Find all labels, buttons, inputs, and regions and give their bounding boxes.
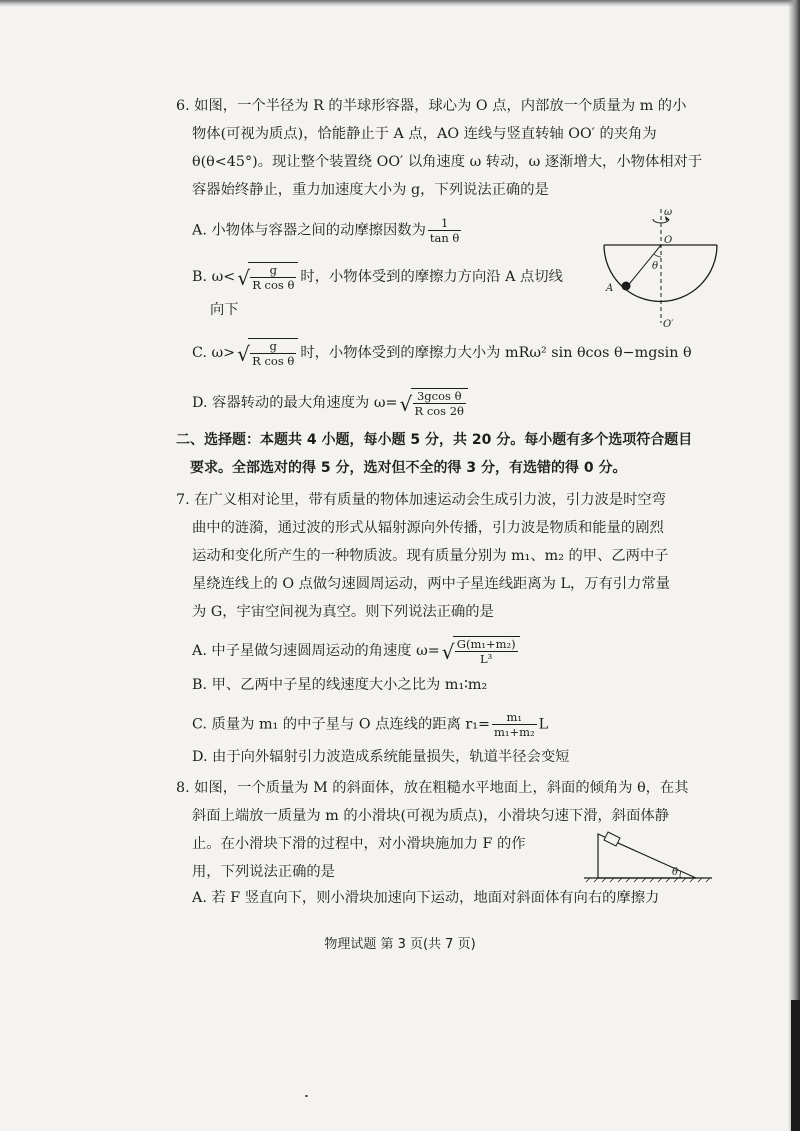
figure-label-omega: ω	[664, 207, 673, 218]
q7-stem-line-1: 7. 在广义相对论里，带有质量的物体加速运动会生成引力波，引力波是时空弯	[176, 492, 666, 508]
q7-option-b: B. 甲、乙两中子星的线速度大小之比为 m₁∶m₂	[192, 677, 488, 693]
q6-option-a	[192, 216, 463, 245]
q7-stem-line-3: 运动和变化所产生的一种物质波。现有质量分别为 m₁、m₂ 的甲、乙两中子	[192, 548, 669, 564]
scan-right-edge	[788, 0, 800, 1131]
q7-option-c-prefix: C. 质量为 m₁ 的中子星与 O 点连线的距离 r₁=	[192, 716, 490, 733]
q7-option-a-denominator: L³	[480, 652, 493, 666]
q6-option-c	[192, 338, 692, 368]
q6-option-a-fraction	[428, 216, 461, 245]
q8-option-a: A. 若 F 竖直向下，则小滑块加速向下运动，地面对斜面体有向右的摩擦力	[192, 890, 660, 906]
q7-option-a	[192, 636, 522, 666]
q7-option-d: D. 由于向外辐射引力波造成系统能量损失，轨道半径会变短	[192, 749, 570, 765]
figure-label-a: A	[606, 283, 614, 294]
q6-option-d-denominator: R cos 2θ	[414, 404, 464, 418]
scan-right-shadow	[791, 1000, 800, 1131]
q8-figure-incline	[584, 828, 714, 884]
q6-option-c-prefix: C. ω>	[192, 345, 236, 361]
q6-stem-line-1: 6. 如图，一个半径为 R 的半球形容器，球心为 O 点，内部放一个质量为 m 的小	[176, 98, 687, 114]
scan-speck	[305, 1095, 308, 1097]
q7-option-a-sqrt: √ $\frac{\text{G(m₁+m₂)}}{\text{L³}}$	[442, 636, 520, 666]
q7-option-c-fraction	[492, 710, 537, 739]
q6-option-b-suffix: 时，小物体受到的摩擦力方向沿 A 点切线	[300, 269, 563, 285]
q6-option-d-sqrt: √ $\frac{\text{3gcos θ}}{\text{R cos 2θ}}$	[400, 388, 468, 418]
page-footer: 物理试题 第 3 页(共 7 页)	[324, 937, 476, 952]
q7-option-c-denominator: m₁+m₂	[493, 725, 535, 739]
q6-figure-hemisphere	[600, 205, 720, 330]
q7-stem-line-5: 为 G，宇宙空间视为真空。则下列说法正确的是	[192, 604, 494, 620]
q6-stem-line-2: 物体(可视为质点)，恰能静止于 A 点，AO 连线与竖直转轴 OO′ 的夹角为	[192, 126, 657, 142]
incline-angle-arc	[680, 871, 681, 878]
theta-angle-arc	[654, 254, 661, 257]
figure-label-theta: θ	[652, 261, 659, 272]
q6-option-d-numerator: 3gcos θ	[413, 389, 466, 404]
q6-option-c-denominator: R cos θ	[252, 354, 295, 368]
q8-stem-line-2: 斜面上端放一质量为 m 的小滑块(可视为质点)，小滑块匀速下滑，斜面体静	[192, 808, 670, 824]
q7-stem-line-2: 曲中的涟漪，通过波的形式从辐射源向外传播，引力波是物质和能量的剧烈	[192, 520, 664, 536]
q7-option-a-numerator: G(m₁+m₂)	[456, 637, 516, 651]
q8-stem-line-3: 止。在小滑块下滑的过程中，对小滑块施加力 F 的作	[192, 836, 526, 852]
small-object-block	[622, 282, 631, 291]
q7-stem-line-4: 星绕连线上的 O 点做匀速圆周运动，两中子星连线距离为 L，万有引力常量	[192, 576, 671, 592]
q6-option-d-prefix: D. 容器转动的最大角速度为 ω=	[192, 395, 398, 411]
q6-stem-line-3: θ(θ<45°)。现让整个装置绕 OO′ 以角速度 ω 转动，ω 逐渐增大，小物体相对于	[192, 154, 703, 170]
q7-option-c	[192, 710, 548, 739]
q6-option-d	[192, 388, 470, 418]
q7-option-c-numerator: m₁	[492, 710, 537, 725]
q8-stem-line-4: 用，下列说法正确的是	[192, 864, 335, 880]
section-header-line-2: 要求。全部选对的得 5 分，选对但不全的得 3 分，有选错的得 0 分。	[190, 460, 627, 476]
q6-option-b-numerator: g	[250, 263, 296, 278]
q6-option-b-prefix: B. ω<	[192, 269, 236, 285]
scan-top-edge	[0, 0, 800, 7]
q7-option-a-prefix: A. 中子星做匀速圆周运动的角速度 ω=	[192, 643, 440, 659]
q8-stem-line-1: 8. 如图，一个质量为 M 的斜面体，放在粗糙水平地面上，斜面的倾角为 θ，在其	[176, 780, 689, 796]
q6-option-b-denominator: R cos θ	[252, 278, 295, 292]
q6-stem-line-4: 容器始终静止，重力加速度大小为 g，下列说法正确的是	[192, 182, 549, 198]
q6-option-c-sqrt: √ $\frac{g}{\text{R cos θ}}$	[237, 338, 298, 368]
q6-option-b-continuation: 向下	[210, 302, 239, 318]
figure-label-o: O	[664, 235, 673, 246]
q6-option-c-suffix: 时，小物体受到的摩擦力大小为 mRω² sin θcos θ−mgsin θ	[300, 345, 692, 361]
small-slider-block	[604, 832, 620, 846]
section-header-line-1: 二、选择题：本题共 4 小题，每小题 5 分，共 20 分。每小题有多个选项符合题目	[176, 432, 693, 448]
q6-option-c-numerator: g	[250, 339, 296, 354]
figure-label-o-prime: O′	[663, 319, 674, 330]
q7-option-c-suffix: L	[538, 716, 549, 733]
q6-option-a-denominator: tan θ	[429, 231, 460, 245]
q6-option-a-numerator: 1	[428, 216, 461, 231]
q6-option-b	[192, 262, 563, 292]
q8-figure-label-theta: θ	[672, 867, 679, 878]
q6-option-a-text: A. 小物体与容器之间的动摩擦因数为	[192, 222, 426, 239]
q6-option-b-sqrt: √ $\frac{g}{\text{R cos θ}}$	[237, 262, 298, 292]
